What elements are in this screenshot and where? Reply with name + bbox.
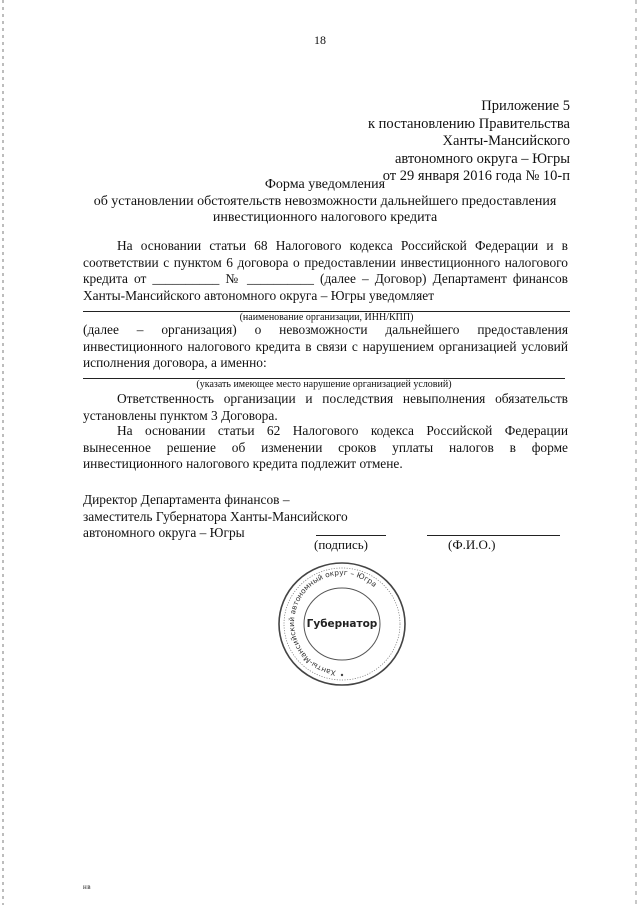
appendix-line-1: Приложение 5 [481, 98, 570, 114]
paragraph-basis: На основании статьи 68 Налогового кодекса Российской Федерации и в соответствии с пунктом 6 договора о предоставлении инвестиционного налогового кредита от __________ № __________ (далее – Договор) Департамент финансов Ханты-Мансийского автономного округа – Югры уведомляет [83, 238, 568, 303]
signer-block [83, 492, 348, 542]
signature-line [316, 535, 386, 536]
paragraph-notice: (далее – организация) о невозможности дальнейшего предоставления инвестиционного налогового кредита в связи с нарушением организацией условий исполнения договора, а именно: [83, 322, 568, 371]
appendix-line-3: Ханты-Мансийского [442, 133, 570, 149]
scan-edge-right [635, 0, 637, 905]
footer-mark: нв [83, 883, 92, 891]
paragraph-cancellation: На основании статьи 62 Налогового кодекса Российской Федерации вынесенное решение об изменении сроков уплаты налогов в форме инвестиционного налогового кредита подлежит отмене. [83, 423, 568, 472]
appendix-line-5: от 29 января 2016 года № 10-п [382, 168, 570, 184]
form-title-line-3: инвестиционного налогового кредита [212, 210, 438, 225]
appendix-line-4: автономного округа – Югры [394, 150, 570, 167]
paragraph-responsibility: Ответственность организации и последствия невыполнения обязательств установлены пунктом 3 Договора. [83, 391, 568, 423]
name-caption: (Ф.И.О.) [448, 537, 496, 552]
appendix-header [368, 98, 570, 186]
stamp-ring-text: Ханты-Мансийский автономный округ – Югра [287, 567, 379, 678]
signer-line-1: Директор Департамента финансов – [83, 492, 290, 507]
form-title-line-1: Форма уведомления [264, 177, 386, 192]
signer-line-3: автономного округа – Югры [83, 525, 245, 541]
form-title [60, 177, 590, 227]
violation-caption: (указать имеющее место нарушение организацией условий) [196, 379, 452, 390]
stamp-center-text: Губернатор [306, 618, 378, 630]
name-line [427, 535, 560, 536]
form-title-line-2: об установлении обстоятельств невозможности дальнейшего предоставления [93, 193, 557, 209]
appendix-line-2: к постановлению Правительства [368, 115, 570, 132]
stamp-dot [341, 674, 343, 676]
page-number: 18 [314, 33, 326, 47]
signature-caption: (подпись) [314, 537, 368, 552]
scan-edge-left [2, 0, 4, 905]
signer-line-2: заместитель Губернатора Ханты-Мансийского [83, 508, 348, 524]
official-stamp [276, 561, 408, 689]
org-name-caption: (наименование организации, ИНН/КПП) [239, 312, 414, 323]
